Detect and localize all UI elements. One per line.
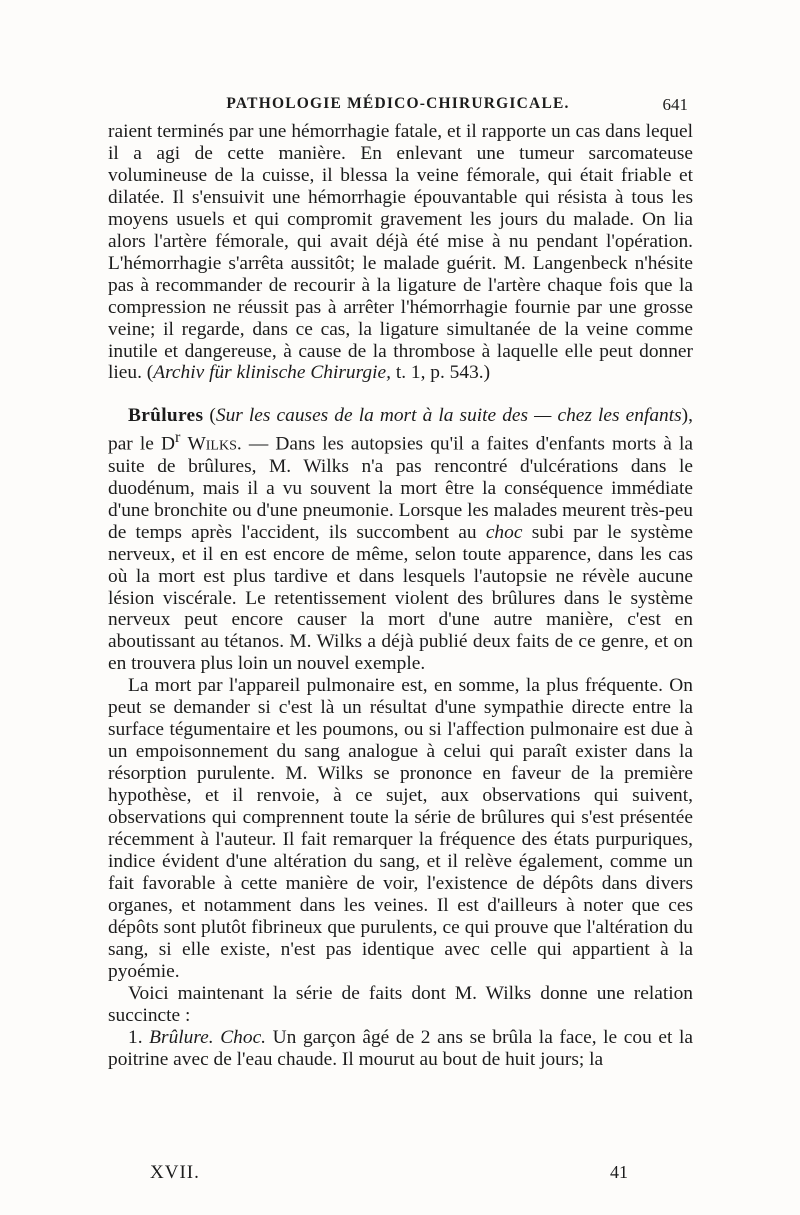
running-head [108, 95, 688, 119]
page-number: 641 [662, 95, 688, 114]
running-head-title: PATHOLOGIE MÉDICO-CHIRURGICALE. [226, 95, 570, 112]
case-label: Brûlure. Choc. [149, 1026, 267, 1048]
author-name: Wilks. [187, 433, 242, 455]
section-subtitle: Sur les causes de la mort à la suite des — chez les enfants [215, 405, 682, 427]
reference-journal: Archiv für klinische Chirurgie, [153, 362, 391, 384]
paragraph-langenbeck [108, 121, 693, 384]
italic-word-choc: choc [485, 521, 523, 543]
paragraph-text: La mort par l'appareil pulmonaire est, en somme, la plus fréquente. On peut se demander si c'est là un résultat d'une sympathie directe entre la surface tégumentaire et les poumons, ou si l'affection pulmonaire est due à un empoisonnement du sang analogue à celui qui paraît exister dans la résorption purulente. M. Wilks se prononce en faveur de la première hypothèse, et il renvoie, à ce sujet, aux observations qui suivent, observations qui comprennent toute la série de brûlures qui s'est présentée récemment à l'auteur. Il fait remarquer la fréquence des états purpuriques, indice évident d'une altération du sang, et il relève également, comme un fait favorable à cette manière de voir, l'existence de dépôts dans divers organes, et notamment dans les veines. Il est d'ailleurs à noter que ces dépôts sont plutôt fibrineux que purulents, ce qui prouve que l'altération du sang, si elle existe, n'est pas identique avec celle qui appartient à la pyoémie. [108, 675, 693, 982]
signature-number: 41 [610, 1162, 628, 1182]
doctor-superscript: r [174, 429, 181, 447]
paragraph-serie [108, 983, 693, 1027]
paragraph-text: raient terminés par une hémorrhagie fatale, et il rapporte un cas dans lequel il a agi de cette manière. En enlevant une tumeur sarcomateuse volumineuse de la cuisse, il blessa la veine fémorale, qui était friable et dilatée. Il s'ensuivit une hémorrhagie épouvantable qui résista à tous les moyens usuels et qui compromit gravement les jours du malade. On lia alors l'artère fémorale, qui avait déjà été mise à nu pendant l'opération. L'hémorrhagie s'arrêta aussitôt; le malade guérit. M. Langenbeck n'hésite pas à recommander de recourir à la ligature de l'artère chaque fois que la compression ne réussit pas à arrêter l'hémorrhagie fournie par une grosse veine; il regarde, dans ce cas, la ligature simultanée de la veine comme inutile et dangereuse, à cause de la thrombose à laquelle elle peut donner lieu. [108, 121, 693, 384]
case-number: 1. [128, 1026, 143, 1048]
paragraph-case-1 [108, 1027, 693, 1071]
subtitle-close: ), par le D [108, 405, 693, 455]
section-gap [108, 384, 693, 405]
paragraph-text: — Dans les autopsies qu'il a faites d'enfants morts à la suite de brûlures, M. Wilks n'a pas rencontré d'ulcérations dans le duodénum, mais il a vu souvent la mort être la conséquence immédiate d'une bronchite ou d'une pneumonie. Lorsque les malades meurent très-peu de temps après l'accident, ils succombent au [108, 433, 693, 543]
subtitle-open: ( [209, 405, 216, 427]
paragraph-brulures [108, 405, 693, 675]
paragraph-pulmonaire [108, 675, 693, 982]
reference-close: t. 1, p. 543.) [395, 362, 491, 384]
reference-open: ( [146, 362, 154, 384]
paragraph-text: subi par le système nerveux, et il en est encore de même, selon toute apparence, dans les cas où la mort est plus tardive et dans lesquels l'autopsie ne révèle aucune lésion viscérale. Le retentissement violent des brûlures dans le système nerveux peut encore causer la mort d'une autre manière, c'est en aboutissant au tétanos. M. Wilks a déjà publié deux faits de ce genre, et on en trouvera plus loin un nouvel exemple. [108, 521, 693, 675]
signature-mark: XVII. [150, 1162, 200, 1183]
section-heading: Brûlures [128, 405, 204, 427]
paragraph-text: Un garçon âgé de 2 ans se brûla la face, le cou et la poitrine avec de l'eau chaude. Il mourut au bout de huit jours; la [108, 1026, 693, 1070]
paragraph-text: Voici maintenant la série de faits dont M. Wilks donne une relation succincte : [108, 982, 693, 1026]
body-text [108, 121, 693, 1071]
